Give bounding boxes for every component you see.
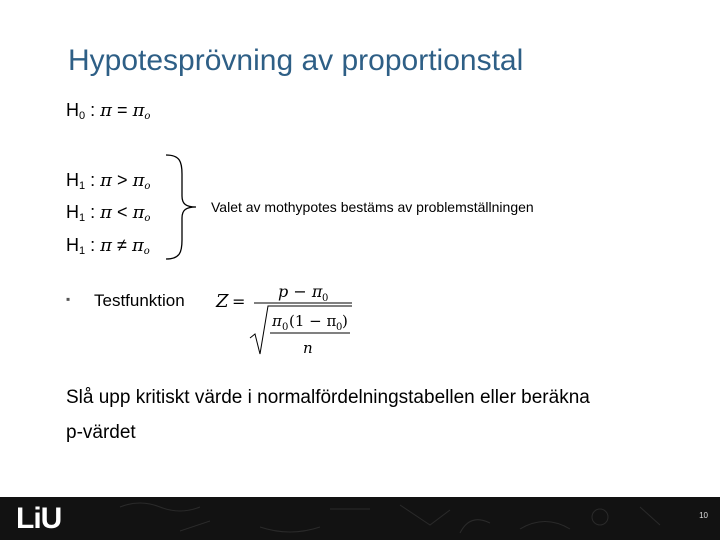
hyp-colon: : <box>90 235 96 255</box>
hyp-colon: : <box>90 100 96 120</box>
pi0-symbol: π <box>131 235 144 256</box>
pi-symbol: π <box>100 100 113 121</box>
pi0-subscript: o <box>144 213 151 224</box>
hyp-subscript: 1 <box>79 245 86 257</box>
formula-numerator-sub: 0 <box>322 293 329 304</box>
hyp-label: H <box>66 235 79 255</box>
radicand-rest-sub: 0 <box>336 322 343 333</box>
hyp-operator: ≠ <box>117 235 127 255</box>
hyp-label: H <box>66 202 79 222</box>
pi0-symbol: π <box>132 100 145 121</box>
bullet-icon: ▪ <box>66 292 71 306</box>
alt-hypothesis-not-equal <box>66 235 150 257</box>
radicand-n: n <box>303 339 313 357</box>
radicand-pi: π <box>272 312 282 330</box>
brace-note: Valet av mothypotes bestäms av problemställningen <box>211 199 534 215</box>
pi-symbol: π <box>100 235 113 256</box>
hyp-label: H <box>66 170 79 190</box>
alt-hypothesis-greater <box>66 170 150 192</box>
pi0-subscript: o <box>143 246 150 257</box>
formula-numerator: p − π <box>278 282 323 301</box>
radicand-close: ) <box>342 312 348 330</box>
hyp-subscript: 1 <box>79 212 86 224</box>
pi0-subscript: o <box>144 181 151 192</box>
pi0-subscript: o <box>144 111 151 122</box>
radicand-rest: (1 − π <box>289 312 337 330</box>
hyp-operator: < <box>117 202 128 222</box>
hyp-label: H <box>66 100 79 120</box>
test-function-label: Testfunktion <box>94 291 185 310</box>
footer-texture <box>0 497 720 540</box>
pi0-symbol: π <box>132 202 145 223</box>
instruction-line-1: Slå upp kritiskt värde i normalfördelningstabellen eller beräkna <box>66 387 590 408</box>
hyp-operator: = <box>117 100 128 120</box>
hyp-subscript: 0 <box>79 110 86 122</box>
alt-hypothesis-less <box>66 202 150 224</box>
pi-symbol: π <box>100 202 113 223</box>
pi-symbol: π <box>100 170 113 191</box>
curly-brace-icon <box>160 152 204 262</box>
hyp-subscript: 1 <box>79 180 86 192</box>
formula-lhs: Z <box>216 291 229 312</box>
slide-title: Hypotesprövning av proportionstal <box>68 44 524 77</box>
footer-bar <box>0 497 720 540</box>
radicand-pi-sub: 0 <box>282 322 289 333</box>
hyp-colon: : <box>90 202 96 222</box>
test-statistic-formula <box>210 276 370 360</box>
hyp-operator: > <box>117 170 128 190</box>
instruction-line-2: p-värdet <box>66 422 136 443</box>
liu-logo: LiU <box>16 502 62 535</box>
pi0-symbol: π <box>132 170 145 191</box>
hyp-colon: : <box>90 170 96 190</box>
page-number: 10 <box>699 511 708 520</box>
null-hypothesis <box>66 100 150 122</box>
formula-equals: = <box>232 292 246 311</box>
